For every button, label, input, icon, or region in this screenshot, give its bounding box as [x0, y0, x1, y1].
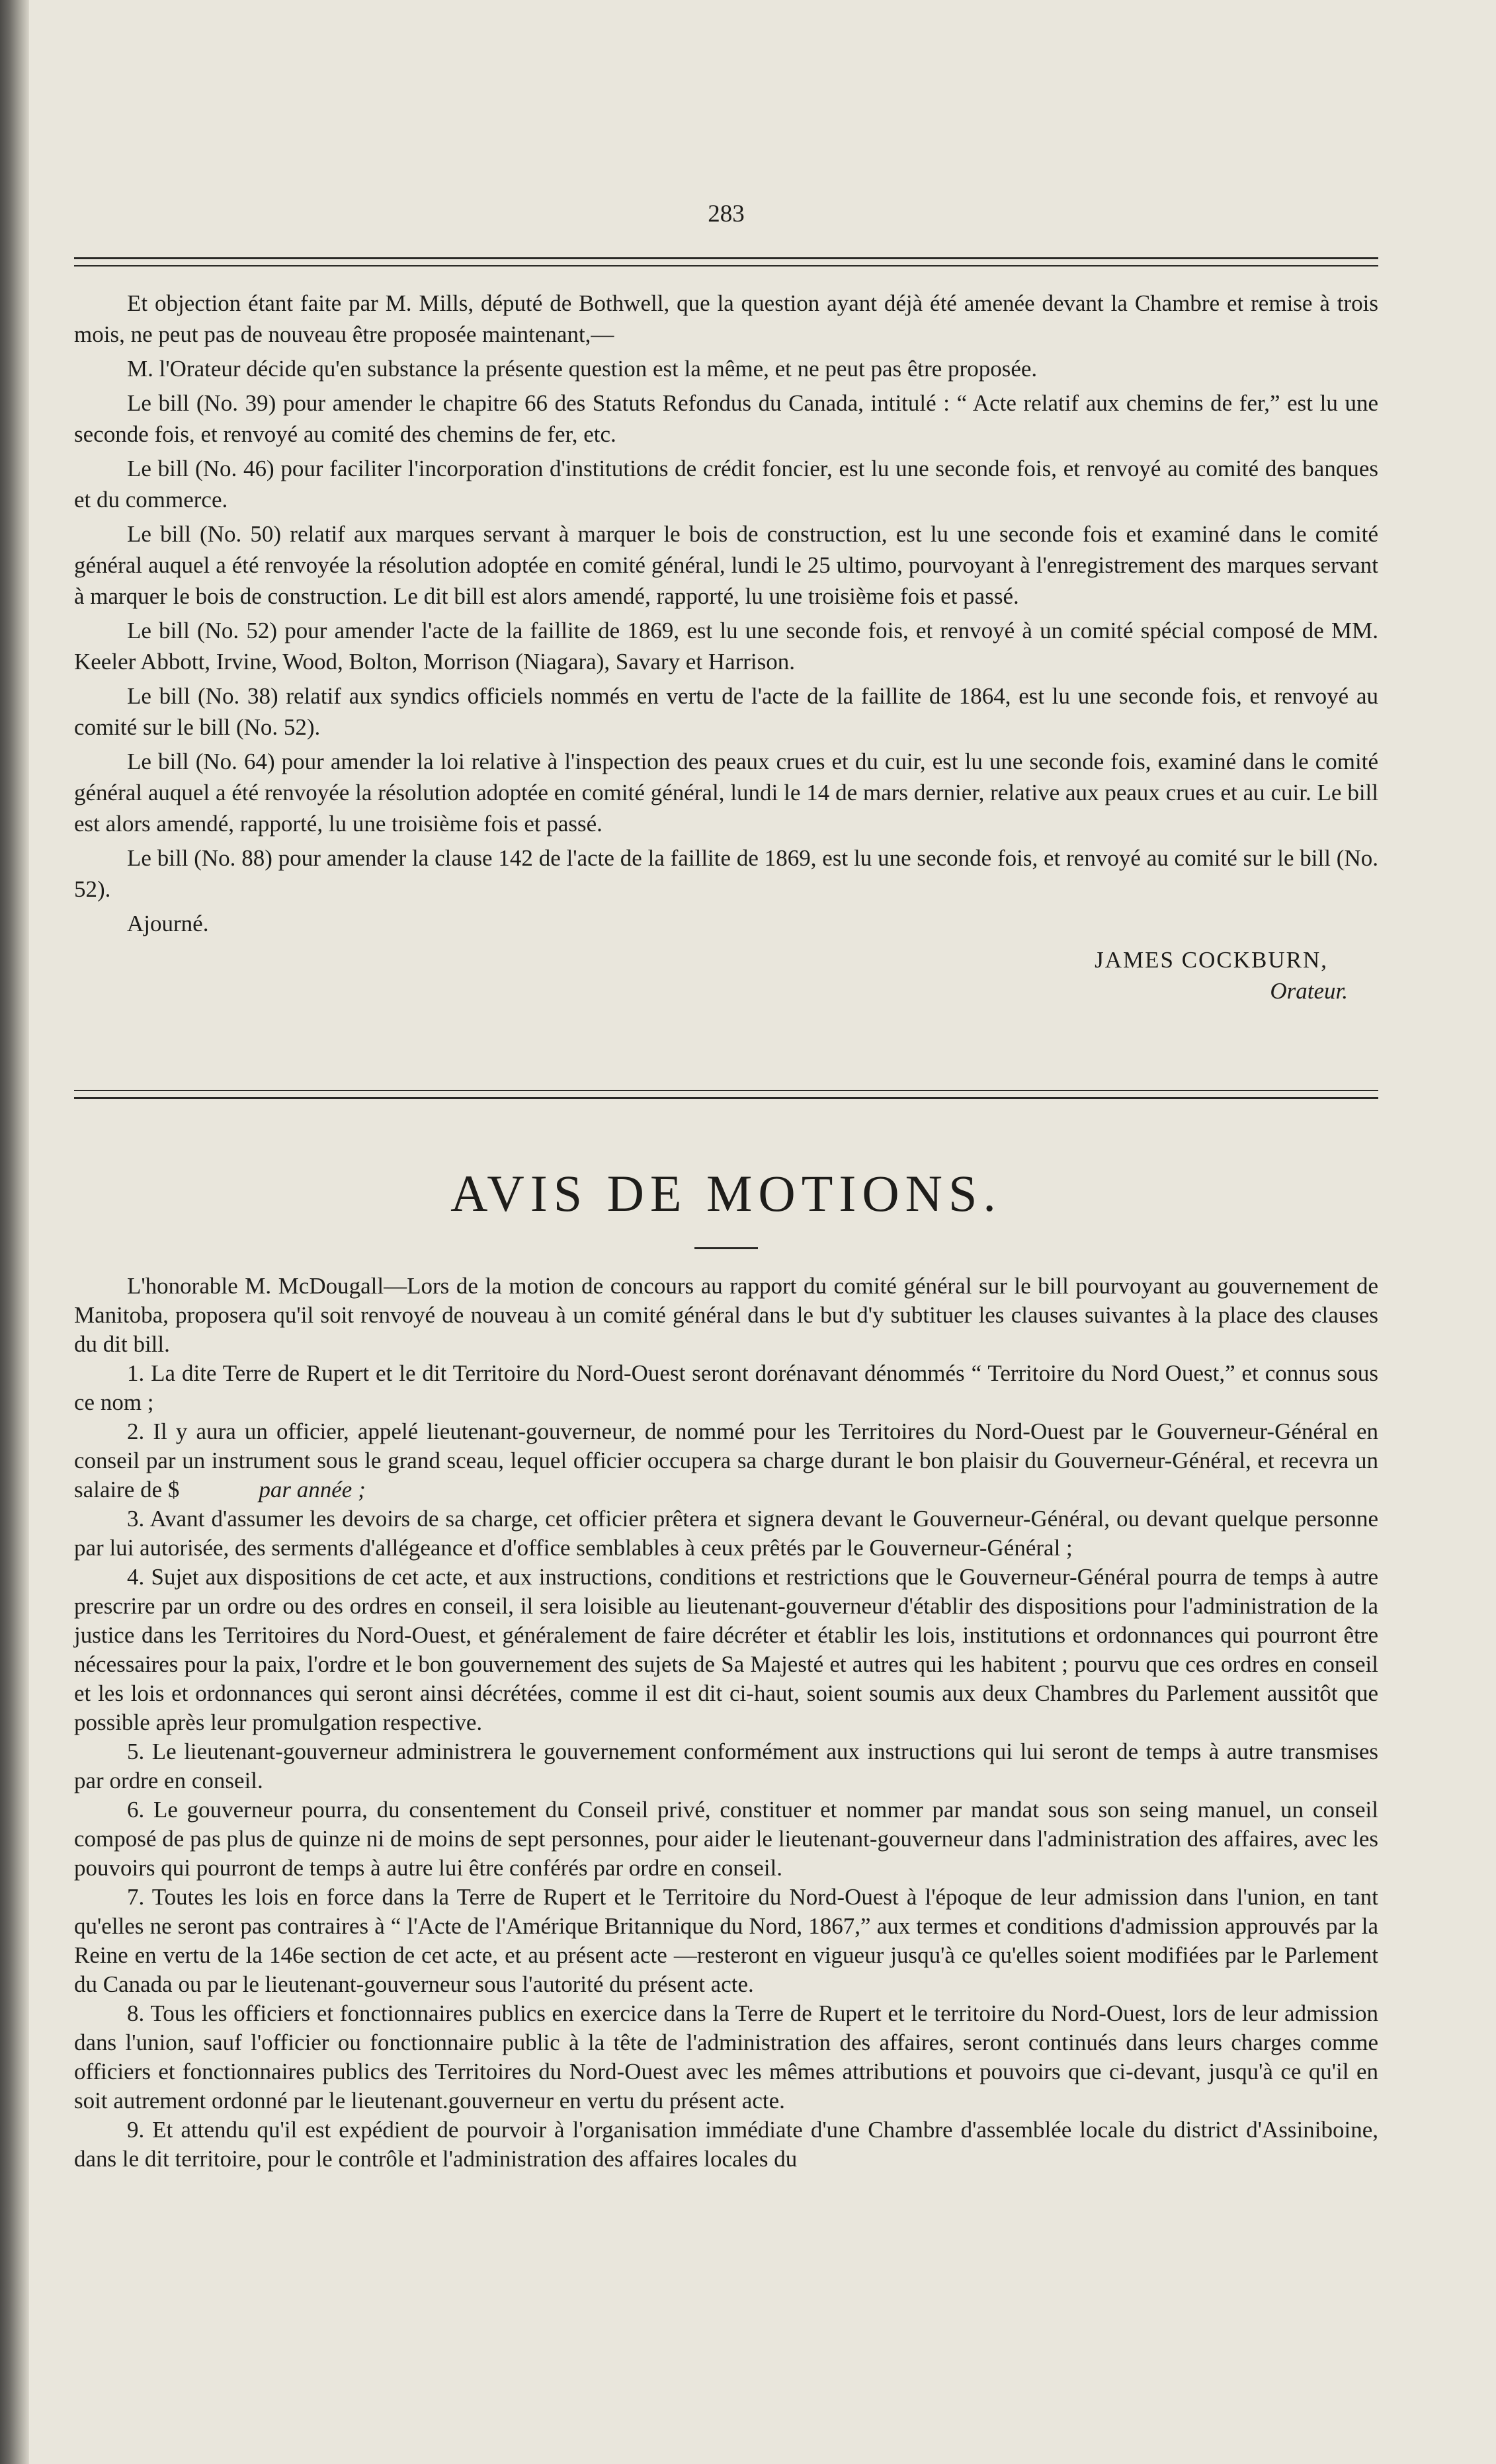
paragraph: Le bill (No. 46) pour faciliter l'incorporation d'institutions de crédit foncier, est lu une seconde fois, et renvoyé au comité des banques et du commerce.: [74, 456, 1378, 513]
motions-list: [74, 1272, 1378, 2174]
paragraph: Le bill (No. 38) relatif aux syndics officiels nommés en vertu de l'acte de la faillite de 1864, est lu une seconde fois, et renvoyé au comité sur le bill (No. 52).: [74, 683, 1378, 740]
paragraph: Le bill (No. 64) pour amender la loi relative à l'inspection des peaux crues et du cuir, est lu une seconde fois, examiné dans le comité général auquel a été renvoyée la résolution adoptée en comité général, lundi le 14 de mars dernier, relative aux peaux crues et au cuir. Le bill est alors amendé, rapporté, lu une troisième fois et passé.: [74, 749, 1378, 837]
paragraph: Le bill (No. 52) pour amender l'acte de la faillite de 1869, est lu une seconde fois, et renvoyé à un comité spécial composé de MM. Keeler Abbott, Irvine, Wood, Bolton, Morrison (Niagara), Savary et Harrison.: [74, 618, 1378, 675]
motion-clause-6: 6. Le gouverneur pourra, du consentement du Conseil privé, constituer et nommer par mandat sous son seing manuel, un conseil composé de pas plus de quinze ni de moins de sept personnes, pour aider le lieutenant-gouverneur dans l'administration des affaires, avec les pouvoirs qui pourront de temps à autre lui être conférés par ordre en conseil.: [74, 1797, 1378, 1881]
paragraph: Le bill (No. 50) relatif aux marques servant à marquer le bois de construction, est lu une seconde fois et examiné dans le comité général auquel a été renvoyée la résolution adoptée en comité général, lundi le 25 ultimo, pourvoyant à l'enregistrement des marques servant à marquer le bois de construction. Le dit bill est alors amendé, rapporté, lu une troisième fois et passé.: [74, 521, 1378, 609]
section-title: AVIS DE MOTIONS.: [450, 1165, 1002, 1222]
section-rule: [74, 1090, 1378, 1099]
book-binding-edge: [0, 0, 29, 2464]
page-number: 283: [708, 200, 745, 227]
paragraph: M. l'Orateur décide qu'en substance la présente question est la même, et ne peut pas être proposée.: [127, 356, 1038, 382]
signature-title: Orateur.: [1270, 978, 1348, 1004]
clause-2-text: 2. Il y aura un officier, appelé lieutenant-gouverneur, de nommé pour les Territoires du Nord-Ouest par le Gouverneur-Général en conseil par un instrument sous le grand sceau, lequel officier occupera sa charge durant le bon plaisir du Gouverneur-Général, et recevra un salaire de $: [74, 1418, 1378, 1502]
adjourned-line: Ajourné.: [127, 911, 209, 936]
motion-clause-5: 5. Le lieutenant-gouverneur administrera le gouvernement conformément aux instructions qui lui seront de temps à autre transmises par ordre en conseil.: [74, 1739, 1378, 1793]
motion-intro: L'honorable M. McDougall—Lors de la motion de concours au rapport du comité général sur le bill pourvoyant au gouvernement de Manitoba, proposera qu'il soit renvoyé de nouveau à un comité général dans le but d'y subtituer les clauses suivantes à la place des clauses du dit bill.: [74, 1273, 1378, 1357]
clause-2-suffix: par année ;: [259, 1477, 366, 1502]
motion-clause-8: 8. Tous les officiers et fonctionnaires publics en exercice dans la Terre de Rupert et le territoire du Nord-Ouest, lors de leur admission dans l'union, sauf l'officier ou fonctionnaire public à la tête de l'administration des affaires, seront continués dans leurs charges comme officiers et fonctionnaires publics des Territoires du Nord-Ouest avec les mêmes attributions et pouvoirs que ci-devant, jusqu'à ce qu'il en soit autrement ordonné par le lieutenant.gouverneur en vertu du présent acte.: [74, 2000, 1378, 2114]
header-rule: [74, 257, 1378, 267]
motion-clause-3: 3. Avant d'assumer les devoirs de sa charge, cet officier prêtera et signera devant le Gouverneur-Général, ou devant quelque personne par lui autorisée, des serments d'allégeance et d'office semblables à ceux prêtés par le Gouverneur-Général ;: [74, 1506, 1378, 1561]
paragraph: Le bill (No. 88) pour amender la clause 142 de l'acte de la faillite de 1869, est lu une seconde fois, et renvoyé au comité sur le bill (No. 52).: [74, 845, 1378, 902]
paragraph: Et objection étant faite par M. Mills, député de Bothwell, que la question ayant déjà été amenée devant la Chambre et remise à trois mois, ne peut pas de nouveau être proposée maintenant,—: [74, 290, 1378, 347]
motion-clause-9: 9. Et attendu qu'il est expédient de pourvoir à l'organisation immédiate d'une Chambre d'assemblée locale du district d'Assiniboine, dans le dit territoire, pour le contrôle et l'administration des affaires locales du: [74, 2117, 1378, 2172]
motion-clause-4: 4. Sujet aux dispositions de cet acte, et aux instructions, conditions et restrictions que le Gouverneur-Général pourra de temps à autre prescrire par un ordre ou des ordres en conseil, il sera loisible au lieutenant-gouverneur d'établir des dispositions pour l'administration de la justice dans les Territoires du Nord-Ouest, et généralement de faire décréter et établir les lois, institutions et ordonnances qui pourront être nécessaires pour la paix, l'ordre et le bon gouvernement des sujets de Sa Majesté et autres qui les habitent ; pourvu que ces ordres en conseil et les lois et ordonnances qui seront ainsi décrétées, comme il est dit ci-haut, soient soumis aux deux Chambres du Parlement aussitôt que possible après leur promulgation respective.: [74, 1564, 1378, 1735]
paragraph: Le bill (No. 39) pour amender le chapitre 66 des Statuts Refondus du Canada, intitulé : “ Acte relatif aux chemins de fer,” est lu une seconde fois, et renvoyé au comité des chemins de fer, etc.: [74, 390, 1378, 447]
title-underline: [694, 1247, 758, 1249]
signature-name: JAMES COCKBURN,: [1095, 947, 1328, 973]
signature-block: [74, 944, 1378, 1010]
motion-clause-1: 1. La dite Terre de Rupert et le dit Territoire du Nord-Ouest seront dorénavant dénommés “ Territoire du Nord Ouest,” et connus sous ce nom ;: [74, 1360, 1378, 1415]
document-page: [74, 198, 1378, 2174]
motion-clause-7: 7. Toutes les lois en force dans la Terre de Rupert et le Territoire du Nord-Ouest à l'époque de leur admission dans l'union, en tant qu'elles ne seront pas contraires à “ l'Acte de l'Amérique Britannique du Nord, 1867,” aux termes et conditions d'admission approuvés par la Reine en vertu de la 146e section de cet acte, et au présent acte —resteront en vigueur jusqu'à ce qu'elles soient modifiées par le Parlement du Canada ou par le lieutenant-gouverneur sous l'autorité du présent acte.: [74, 1884, 1378, 1997]
motion-clause-2: [74, 1417, 1378, 1504]
